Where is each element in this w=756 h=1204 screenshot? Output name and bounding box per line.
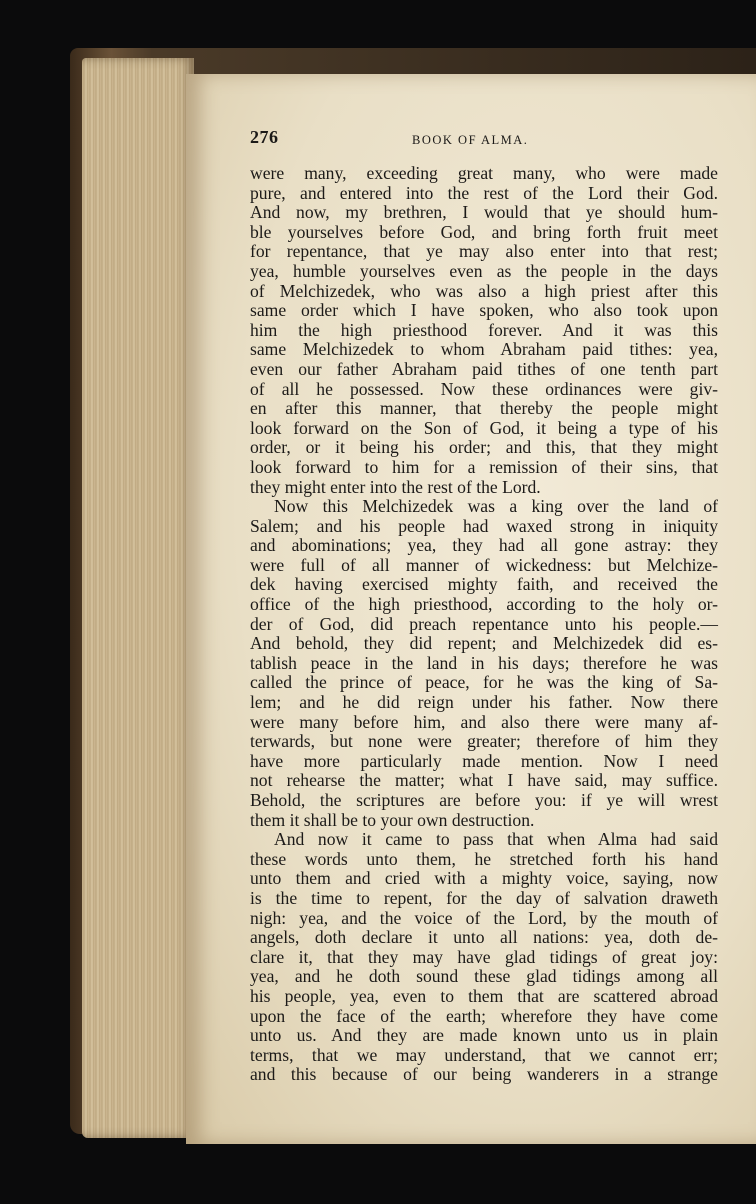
text-line: pure, and entered into the rest of the Lord their God. — [250, 182, 718, 203]
text-line: look forward to him for a remission of their sins, that — [250, 456, 718, 477]
text-line: And now, my brethren, I would that ye should hum- — [250, 202, 718, 223]
text-line: were many before him, and also there were many af- — [250, 711, 718, 732]
text-line: And behold, they did repent; and Melchizedek did es- — [250, 633, 718, 654]
text-line: for repentance, that ye may also enter into that rest; — [250, 241, 718, 262]
text-line: Now this Melchizedek was a king over the land of — [274, 496, 718, 517]
text-line: And now it came to pass that when Alma had said — [274, 829, 718, 850]
text-line: were many, exceeding great many, who were made — [250, 163, 718, 183]
text-line: unto us. And they are made known unto us in plain — [250, 1025, 718, 1046]
text-line: they might enter into the rest of the Lord. — [250, 476, 541, 497]
text-line: his people, yea, even to them that are scattered abroad — [250, 985, 718, 1006]
text-line: clare it, that they may have glad tidings of great joy: — [250, 946, 718, 967]
page-edges — [82, 58, 194, 1138]
text-line: yea, humble yourselves even as the people in the days — [250, 260, 718, 281]
text-line: called the prince of peace, for he was the king of Sa- — [250, 672, 718, 693]
text-line: even our father Abraham paid tithes of one tenth part — [250, 358, 718, 379]
text-line: were full of all manner of wickedness: but Melchize- — [250, 554, 718, 575]
text-line: lem; and he did reign under his father. Now there — [250, 692, 718, 713]
body-text — [250, 164, 718, 1085]
text-line: terwards, but none were greater; therefore of him they — [250, 731, 718, 752]
text-line: same order which I have spoken, who also took upon — [250, 300, 718, 321]
text-line: ble yourselves before God, and bring forth fruit meet — [250, 221, 718, 242]
text-line: them it shall be to your own destruction. — [250, 809, 535, 830]
text-line: Behold, the scriptures are before you: if ye will wrest — [250, 790, 718, 810]
text-line: him the high priesthood forever. And it was this — [250, 319, 718, 340]
text-line: tablish peace in the land in his days; therefore he was — [250, 652, 718, 673]
text-line: order, or it being his order; and this, that they might — [250, 437, 718, 458]
text-line: these words unto them, he stretched forth his hand — [250, 848, 718, 869]
text-line: same Melchizedek to whom Abraham paid tithes: yea, — [250, 339, 718, 360]
text-line: and this because of our being wanderers in a strange — [250, 1064, 718, 1085]
text-line: der of God, did preach repentance unto his people.— — [250, 613, 718, 634]
page-number: 276 — [250, 127, 279, 147]
text-line: terms, that we may understand, that we cannot err; — [250, 1044, 718, 1065]
text-line: nigh: yea, and the voice of the Lord, by the mouth of — [250, 907, 718, 928]
text-line: dek having exercised mighty faith, and received the — [250, 574, 718, 595]
text-line: upon the face of the earth; wherefore they have come — [250, 1005, 718, 1026]
text-line: look forward on the Son of God, it being a type of his — [250, 417, 718, 438]
text-line: is the time to repent, for the day of salvation draweth — [250, 887, 718, 908]
text-line: angels, doth declare it unto all nations: yea, doth de- — [250, 927, 718, 948]
text-line: Salem; and his people had waxed strong in iniquity — [250, 515, 718, 536]
text-line: yea, and he doth sound these glad tidings among all — [250, 966, 718, 987]
text-line: office of the high priesthood, according to the holy or- — [250, 594, 718, 615]
text-line: and abominations; yea, they had all gone astray: they — [250, 535, 718, 556]
text-line: en after this manner, that thereby the people might — [250, 398, 718, 419]
text-line: unto them and cried with a mighty voice, saying, now — [250, 868, 718, 889]
text-line: not rehearse the matter; what I have said, may suffice. — [250, 770, 718, 791]
page-text — [250, 128, 718, 1085]
page-header — [250, 128, 718, 154]
text-line: of all he possessed. Now these ordinances were giv- — [250, 378, 718, 399]
text-line: of Melchizedek, who was also a high priest after this — [250, 280, 718, 301]
running-head: BOOK OF ALMA. — [412, 133, 529, 147]
text-line: have more particularly made mention. Now I need — [250, 750, 718, 771]
